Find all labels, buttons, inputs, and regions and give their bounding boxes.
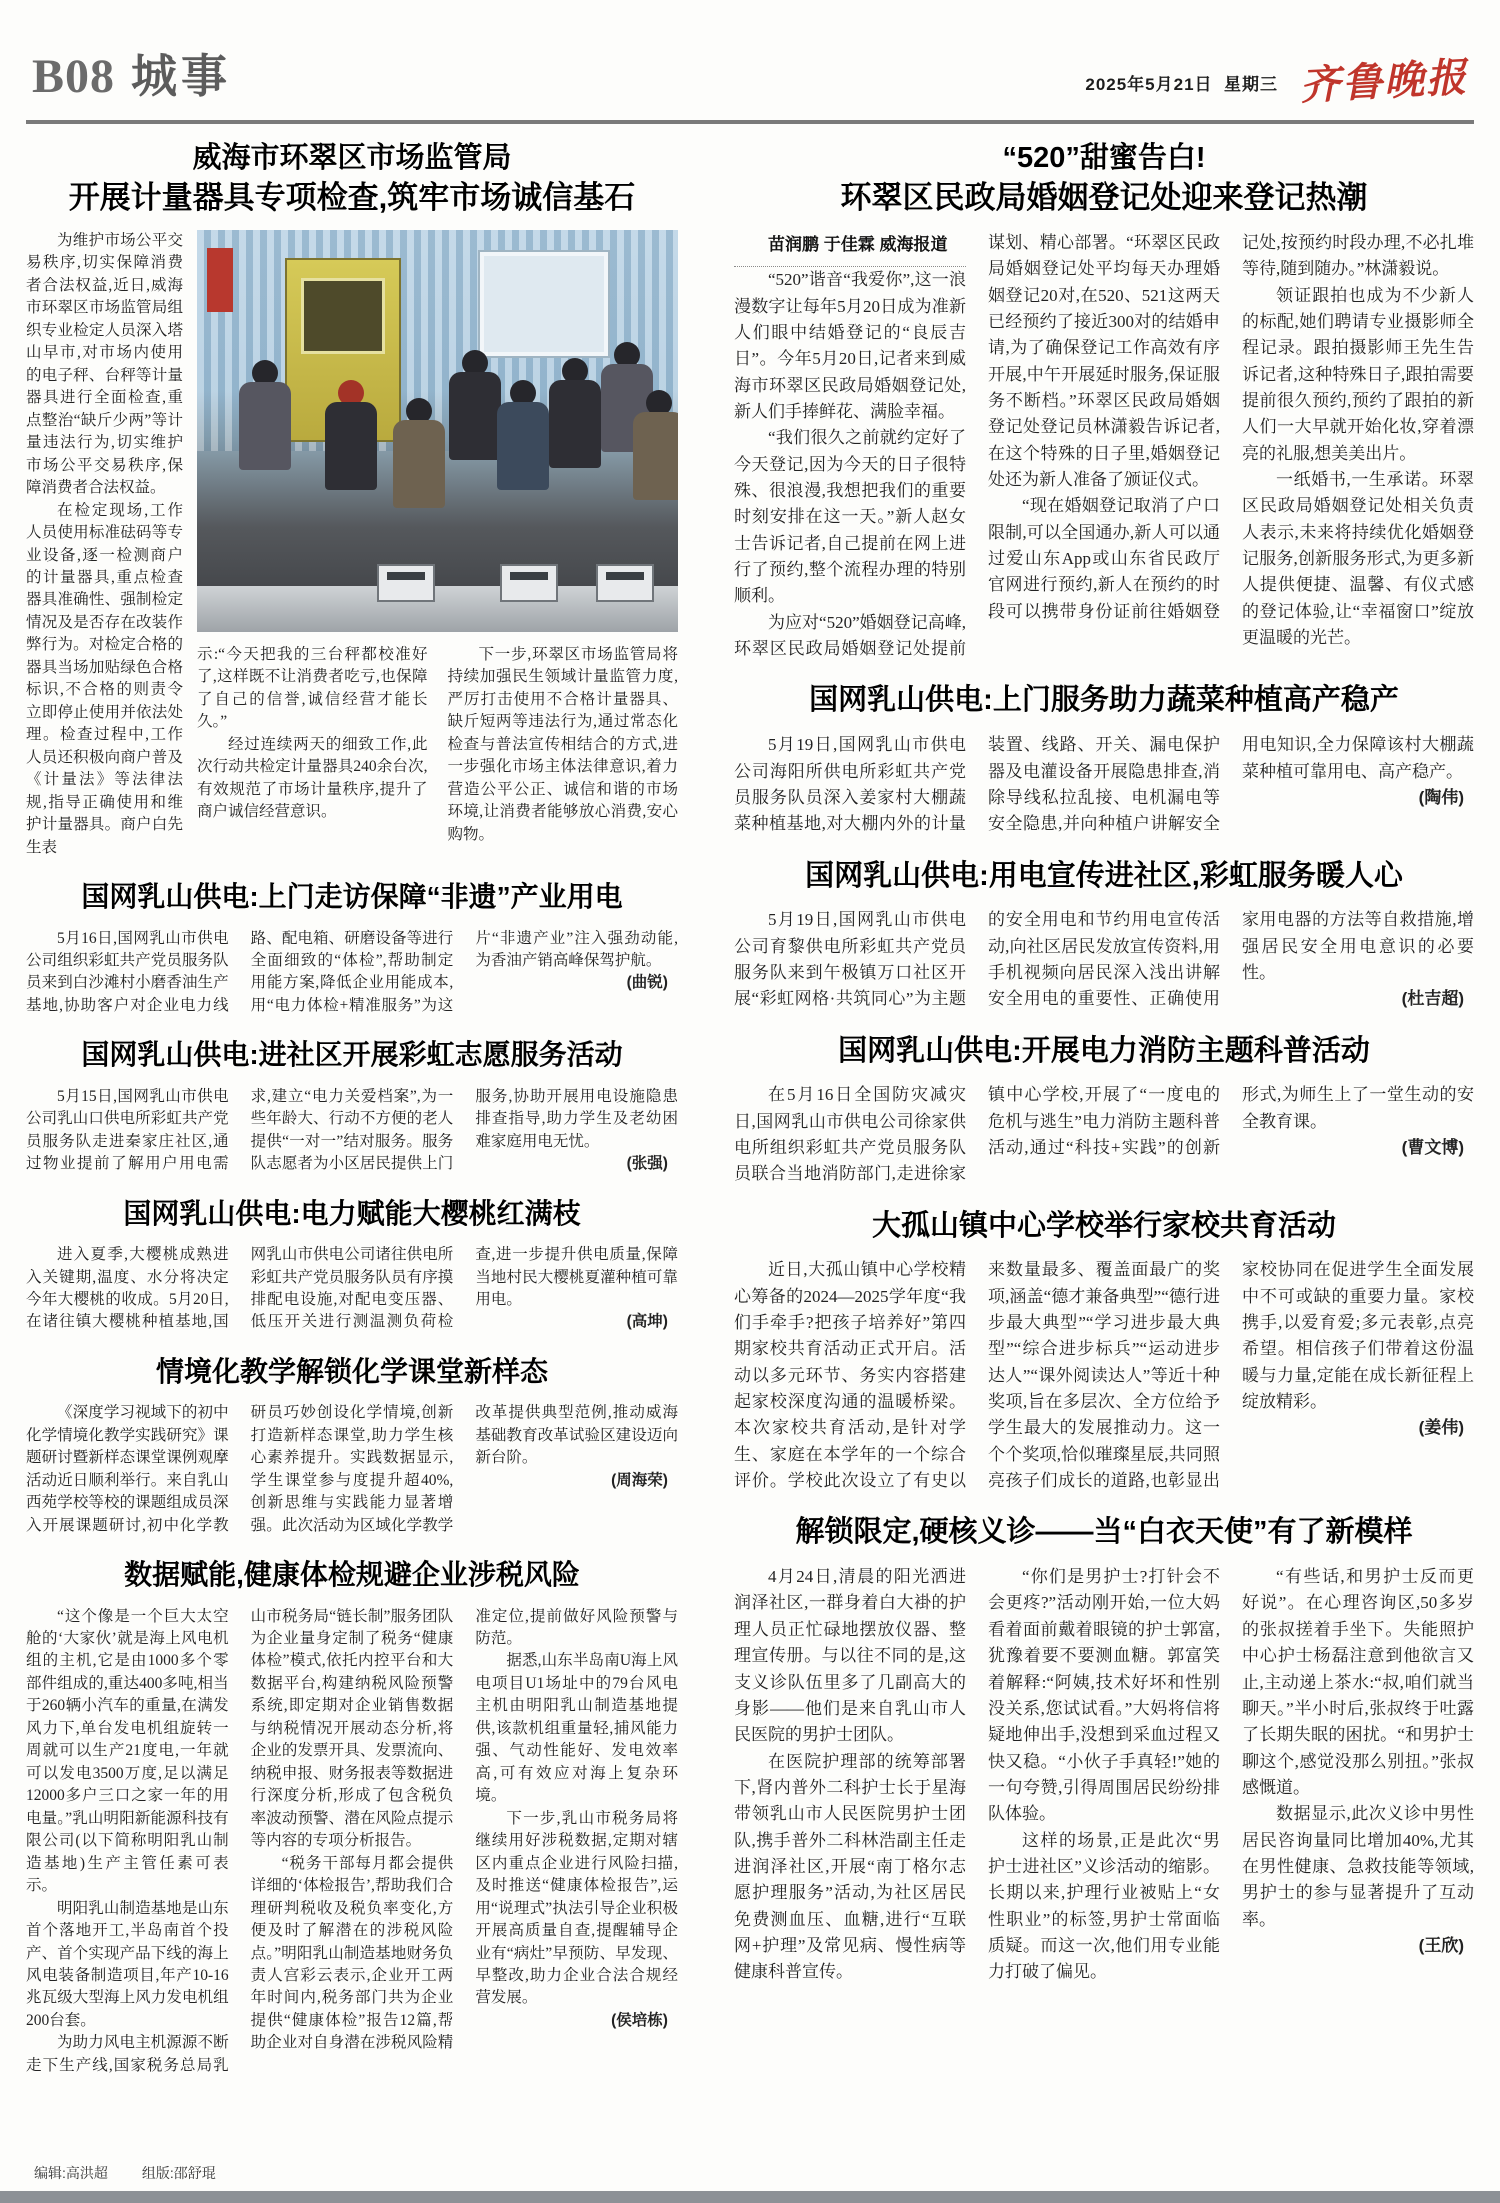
photo-figure [549, 358, 601, 468]
body-paragraph: 下一步,乳山市税务局将继续用好涉税数据,定期对辖区内重点企业进行风险扫描,及时推送“健康体检报告”,运用“说理式”执法引导企业积极开展高质量自查,提醒辅导企业有“病灶”早预防、早发现、早整改,助力企业合法合规经营发展。 [475, 1809, 678, 2007]
page-code: B08 [32, 50, 116, 103]
body-paragraph: 在检定现场,工作人员使用标准砝码等专业设备,逐一检测商户的计量器具,重点检查器具准确性、强制检定情况及是否存在改装作弊行为。对检定合格的器具当场加贴绿色合格标识,不合格的则责令立即停止使用并依法处理。检查过程中,工作人员还积极向商户普及《计量法》等法律法规,指导正确使用和维护计量器具。商户白先生表 [26, 501, 183, 856]
author-signature: (高坤) [626, 1313, 668, 1331]
article-metrology-inspection [26, 140, 678, 859]
author-signature: (姜伟) [1418, 1418, 1464, 1438]
body-paragraph: 为助力风电主机源源不断走下生产线,国家税务总局乳山市税务局“链长制”服务团队为企业量身定制了税务“健康体检”模式,依托内控平台和大数据平台,构建纳税风险预警系统,即定期对企业销售数据与纳税情况开展动态分析,将企业的发票开具、发票流向、纳税申报、财务报表等数据进行深度分析,形成了包含税负率波动预警、潜在风险点提示等内容的专项分析报告。 [26, 1607, 454, 2074]
body-paragraph: 为维护市场公平交易秩序,切实保障消费者合法权益,近日,威海市环翠区市场监管局组织专业检定人员深入塔山早市,对市场内使用的电子秤、台秤等计量器具进行全面检查,重点整治“缺斤少两”等计量违法行为,切实维护市场公平交易秩序,保障消费者合法权益。 [26, 231, 183, 497]
body-paragraph: 据悉,山东半岛南U海上风电项目U1场址中的79台风电主机由明阳乳山制造基地提供,该款机组重量轻,捕风能力强、气动性能好、发电效率高,可有效应对海上复杂环境。 [475, 1652, 678, 1805]
photo-scale [377, 564, 435, 602]
article-power-intangible-heritage [26, 879, 678, 1017]
body-paragraph: 在医院护理部的统筹部署下,肾内普外二科护士长于星海带领乳山市人民医院男护士团队,携手普外二科林浩副主任走进润泽社区,开展“南丁格尔志愿护理服务”活动,为社区居民免费测血压、血糖,进行“互联网+护理”及常见病、慢性病等健康科普宣传。 [734, 1751, 966, 1982]
article-fire-safety-science [734, 1033, 1474, 1188]
article-body [26, 1086, 678, 1176]
publication-date [1085, 70, 1278, 95]
photo-figure [325, 380, 377, 490]
article-power-cherry-harvest [26, 1196, 678, 1334]
body-paragraph: “税务干部每月都会提供详细的‘体检报告’,帮助我们合理研判税收及税负率变化,方便及时了解潜在的涉税风险点。”明阳乳山制造基地财务负责人宫彩云表示,企业开工两年时间内,税务部门共为企业提供“健康体检”报告12篇,帮助企业对自身潜在涉税风险精准定位,提前做好风险预警与防范。 [250, 1607, 678, 2052]
article-headline: 解锁限定,硬核义诊——当“白衣天使”有了新模样 [795, 1516, 1413, 1549]
author-signature: (王欣) [1418, 1935, 1464, 1955]
article-body [26, 928, 678, 1018]
photo-scale [596, 564, 654, 602]
author-signature: (陶伟) [1418, 787, 1464, 807]
headline-line-2: 环翠区民政局婚姻登记处迎来登记热潮 [840, 179, 1368, 215]
headline-line-1: “520”甜蜜告白! [1002, 142, 1206, 174]
article-headline: 大孤山镇中心学校举行家校共育活动 [871, 1209, 1336, 1242]
credits-line [0, 2157, 1500, 2191]
body-paragraph: 下一步,环翠区市场监管局将持续加强民生领域计量监管力度,严厉打击使用不合格计量器具、缺斤短两等违法行为,通过常态化检查与普法宣传相结合的方式,进一步强化市场主体法律意识,着力营造公平公正、诚信和谐的市场环境,让消费者能够放心消费,安心购物。 [447, 645, 678, 843]
photo-figure [393, 398, 445, 508]
masthead-left [32, 40, 231, 106]
article-headline: 数据赋能,健康体检规避企业涉税风险 [124, 1559, 580, 1591]
article-headline: 国网乳山供电:开展电力消防主题科普活动 [838, 1034, 1370, 1067]
below-photo-text [197, 644, 678, 846]
date-text: 2025年5月21日 [1085, 74, 1213, 94]
article-headline [26, 140, 678, 218]
article-body [734, 907, 1474, 1012]
editor-credit: 编辑:高洪超 [34, 2165, 108, 2181]
body-paragraph: “520”谐音“我爱你”,这一浪漫数字让每年5月20日成为准新人们眼中结婚登记的“良辰吉日”。今年5月20日,记者来到威海市环翠区民政局婚姻登记处,新人们手捧鲜花、满脸幸福。 [734, 270, 966, 422]
article-chemistry-classroom [26, 1354, 678, 1537]
author-signature: (周海荣) [611, 1471, 668, 1489]
article-body [734, 1257, 1474, 1494]
article-tax-health-check [26, 1557, 678, 2077]
weekday-text: 星期三 [1224, 74, 1278, 94]
photo-figure [633, 390, 678, 500]
body-paragraph: 示:“今天把我的三台秤都校准好了,这样既不让消费者吃亏,也保障了自己的信誉,诚信经营才能长久。” [197, 645, 428, 731]
body-paragraph: 4月24日,清晨的阳光洒进润泽社区,一群身着白大褂的护理人员正忙碌地摆放仪器、整理宣传册。与以往不同的是,这支义诊队伍里多了几副高大的身影——他们是来自乳山市人民医院的男护士团队。 [734, 1567, 966, 1745]
article-body [734, 732, 1474, 837]
article-rainbow-volunteer-community [26, 1037, 678, 1175]
body-paragraph: 一纸婚书,一生承诺。环翠区民政局婚姻登记处相关负责人表示,未来将持续优化婚姻登记服务,创新服务形式,为更多新人提供便捷、温馨、有仪式感的登记体验,让“幸福窗口”绽放更温暖的光芒。 [1242, 470, 1474, 648]
body-paragraph: 近日,大孤山镇中心学校精心筹备的2024—2025学年度“我们手牵手?把孩子培养好”第四期家校共育活动正式开启。活动以多元环节、务实内容搭建起家校深度沟通的温暖桥梁。本次家校共育活动,是针对学生、家庭在本学年的一个综合评价。学校此次设立了有史以来数量最多、覆盖面最广的奖项,涵盖“德才兼备典型”“德行进步最大典型”“学习进步最大典型”“综合进步标兵”“运动进步达人”“课外阅读达人”等近十种奖项,旨在多层次、全方位给予学生最大的发展推动力。这一个个奖项,恰似璀璨星辰,共同照亮孩子们成长的道路,也彰显出家校协同在促进学生全面发展中不可或缺的重要力量。家校携手,以爱育爱;多元表彰,点亮希望。相信孩子们带着这份温暖与力量,定能在成长新征程上绽放精彩。 [734, 1260, 1474, 1491]
body-paragraph: 在5月16日全国防灾减灾日,国网乳山市供电公司徐家供电所组织彩虹共产党员服务队员联合当地消防部门,走进徐家镇中心学校,开展了“一度电的危机与逃生”电力消防主题科普活动,通过“科技+实践”的创新形式,为师生上了一堂生动的安全教育课。 [734, 1085, 1474, 1184]
body-paragraph: “现在婚姻登记取消了户口限制,可以全国通办,新人可以通过爱山东App或山东省民政厅官网进行预约,新人在预约的时段可以携带身份证前往婚姻登记处,按预约时段办理,不必扎堆等待,随到随办。”林潇毅说。 [988, 232, 1474, 621]
body-paragraph: 5月16日,国网乳山市供电公司组织彩虹共产党员服务队员来到白沙滩村小磨香油生产基地,协助客户对企业电力线路、配电箱、研磨设备等进行全面细致的“体检”,帮助制定用能方案,降低企业用能成本,用“电力体检+精准服务”为这片“非遗产业”注入强劲动能,为香油产销高峰保驾护航。 [26, 929, 678, 1014]
article-power-vegetable-greenhouse [734, 682, 1474, 837]
article-body [734, 1082, 1474, 1187]
article-520-marriage-registration [734, 140, 1474, 662]
headline-line-1: 威海市环翠区市场监管局 [192, 142, 512, 174]
body-paragraph: 领证跟拍也成为不少新人的标配,她们聘请专业摄影师全程记录。跟拍摄影师王先生告诉记者,这种特殊日子,跟拍需要提前很久预约,预约了跟拍的新人们一大早就开始化妆,穿着漂亮的礼服,想美美出片。 [1242, 285, 1474, 463]
body-paragraph: 5月19日,国网乳山市供电公司海阳所供电所彩虹共产党员服务队员深入姜家村大棚蔬菜种植基地,对大棚内外的计量装置、线路、开关、漏电保护器及电灌设备开展隐患排查,消除导线私拉乱接、电机漏电等安全隐患,并向种植户讲解安全用电知识,全力保障该村大棚蔬菜种植可靠用电、高产稳产。 [734, 735, 1474, 834]
article-headline: 国网乳山供电:上门走访保障“非遗”产业用电 [81, 881, 623, 913]
body-paragraph: “你们是男护士?打针会不会更疼?”活动刚开始,一位大妈看着面前戴着眼镜的护士郭富,犹豫着要不要测血糖。郭富笑着解释:“阿姨,技术好坏和性别没关系,您试试看。”大妈将信将疑地伸出手,没想到采血过程又快又稳。“小伙子手真轻!”她的一句夸赞,引得周围居民纷纷排队体验。 [988, 1567, 1220, 1824]
photo-figure [497, 380, 549, 490]
article-headline: 国网乳山供电:用电宣传进社区,彩虹服务暖人心 [805, 859, 1403, 892]
masthead [26, 10, 1474, 124]
author-signature: (曹文博) [1401, 1137, 1464, 1157]
typesetter-credit: 组版:邵舒琨 [141, 2165, 216, 2181]
body-paragraph: 数据显示,此次义诊中男性居民咨询量同比增加40%,尤其在男性健康、急救技能等领域,男护士的参与显著提升了互动率。 [1242, 1804, 1474, 1929]
body-paragraph: 进入夏季,大樱桃成熟进入关键期,温度、水分将决定今年大樱桃的收成。5月20日,在诸往镇大樱桃种植基地,国网乳山市供电公司诸往供电所彩虹共产党员服务队员有序摸排配电设施,对配电变压器、低压开关进行测温测负荷检查,进一步提升供电质量,保障当地村民大樱桃夏灌种植可靠用电。 [26, 1246, 678, 1331]
left-half [26, 140, 678, 2097]
headline-line-2: 开展计量器具专项检查,筑牢市场诚信基石 [68, 179, 636, 215]
photo-figure [239, 360, 291, 470]
body-paragraph: 经过连续两天的细致工作,此次行动共检定计量器具240余台次,有效规范了市场计量秩序,提升了商户诚信经营意识。 [197, 735, 428, 821]
body-paragraph: 5月15日,国网乳山市供电公司乳山口供电所彩虹共产党员服务队走进秦家庄社区,通过物业提前了解用户用电需求,建立“电力关爱档案”,为一些年龄大、行动不方便的老人提供“一对一”结对服务。服务队志愿者为小区居民提供上门服务,协助开展用电设施隐患排查指导,助力学生及老幼困难家庭用电无忧。 [26, 1087, 678, 1173]
article-school-family-education [734, 1208, 1474, 1495]
reporter-byline: 苗润鹏 于佳霖 威海报道 [734, 230, 966, 267]
photo-shed-window [301, 278, 385, 354]
photo-scale [500, 564, 558, 602]
body-paragraph: “我们很久之前就约定好了今天登记,因为今天的日子很特殊、很浪漫,我想把我们的重要时刻安排在这一天。”新人赵女士告诉记者,自己提前在网上进行了预约,整个流程办理的特别顺利。 [734, 428, 966, 606]
article-body-layout [26, 230, 678, 859]
author-signature: (杜吉超) [1401, 989, 1464, 1009]
photo-red-sign [207, 248, 233, 312]
body-paragraph: 明阳乳山制造基地是山东首个落地开工,半岛南首个投产、首个实现产品下线的海上风电装备制造项目,年产10-16兆瓦级大型海上风力发电机组200台套。 [26, 1899, 229, 2029]
right-half [734, 140, 1474, 2097]
author-signature: (曲锐) [626, 974, 668, 992]
article-headline: 国网乳山供电:上门服务助力蔬菜种植高产稳产 [809, 684, 1399, 717]
page-content [26, 124, 1474, 2097]
article-body [26, 1402, 678, 1537]
market-inspection-photo [197, 230, 678, 632]
section-name: 城事 [131, 50, 232, 102]
article-body [734, 230, 1474, 663]
article-body [26, 1244, 678, 1334]
body-paragraph: 《深度学习视域下的初中化学情境化教学实践研究》课题研讨暨新样态课堂课例观摩活动近日顺利举行。来自乳山西苑学校等校的课题组成员深入开展课题研讨,初中化学教研员巧妙创设化学情境,创新打造新样态课堂,助力学生核心素养提升。实践数据显示,学生课堂参与度提升超40%,创新思维与实践能力显著增强。此次活动为区域化学教学改革提供典型范例,推动威海基础教育改革试验区建设迈向新台阶。 [26, 1404, 678, 1534]
newspaper-logo: 齐鲁晚报 [1298, 54, 1470, 109]
bottom-bar [0, 2191, 1500, 2203]
page-footer [0, 2157, 1500, 2203]
body-paragraph: 5月19日,国网乳山市供电公司育黎供电所彩虹共产党员服务队来到午极镇万口社区开展“彩虹网格·共筑同心”为主题的安全用电和节约用电宣传活动,向社区居民发放宣传资料,用手机视频向居民深入浅出讲解安全用电的重要性、正确使用家用电器的方法等自救措施,增强居民安全用电意识的必要性。 [734, 910, 1474, 1009]
body-paragraph: 为应对“520”婚姻登记高峰,环翠区民政局婚姻登记处提前谋划、精心部署。“环翠区民政局婚姻登记处平均每天办理婚姻登记20对,在520、521这两天已经预约了接近300对的结婚申请,为了确保登记工作高效有序开展,中午开展延时服务,保证服务不断档。”环翠区民政局婚姻登记处登记员林潇毅告诉记者,在这个特殊的日子里,婚姻登记处还为新人准备了颁证仪式。 [734, 232, 1220, 659]
photo-figure [449, 350, 501, 460]
body-paragraph: “这个像是一个巨大太空舱的‘大家伙’就是海上风电机组的主机,它是由1000多个零部件组成的,重达400多吨,相当于260辆小汽车的重量,在满发风力下,单台发电机组旋转一周就可以生产21度电,一年就可以发电3500万度,足以满足12000多户三口之家一年的用电量。”乳山明阳新能源科技有限公司(以下简称明阳乳山制造基地)生产主管任素可表示。 [26, 1607, 229, 1895]
article-body [734, 1564, 1474, 1986]
article-power-publicity-community [734, 858, 1474, 1013]
author-signature: (侯培栋) [611, 2011, 668, 2029]
author-signature: (张强) [626, 1155, 668, 1173]
article-headline: 情境化教学解锁化学课堂新样态 [155, 1355, 548, 1387]
article-headline: 国网乳山供电:电力赋能大樱桃红满枝 [123, 1197, 581, 1229]
article-body [26, 1606, 678, 2078]
narrow-text-column [26, 230, 183, 859]
body-paragraph: “有些话,和男护士反而更好说”。在心理咨询区,50多岁的张叔搓着手坐下。失能照护中心护士杨磊注意到他欲言又止,主动递上茶水:“叔,咱们就当聊天。”半小时后,张叔终于吐露了长期失眠的困扰。“和男护士聊这个,感觉没那么别扭。”张叔感慨道。 [1242, 1567, 1474, 1797]
article-male-nurses-clinic [734, 1514, 1474, 1985]
photo-barred-window [480, 252, 608, 356]
masthead-right [1085, 54, 1470, 109]
photo-and-text-column [197, 230, 678, 859]
body-paragraph: 这样的场景,正是此次“男护士进社区”义诊活动的缩影。长期以来,护理行业被贴上“女性职业”的标签,男护士常面临质疑。而这一次,他们用专业能力打破了偏见。 [988, 1830, 1220, 1982]
article-headline [734, 140, 1474, 218]
article-headline: 国网乳山供电:进社区开展彩虹志愿服务活动 [81, 1039, 623, 1071]
